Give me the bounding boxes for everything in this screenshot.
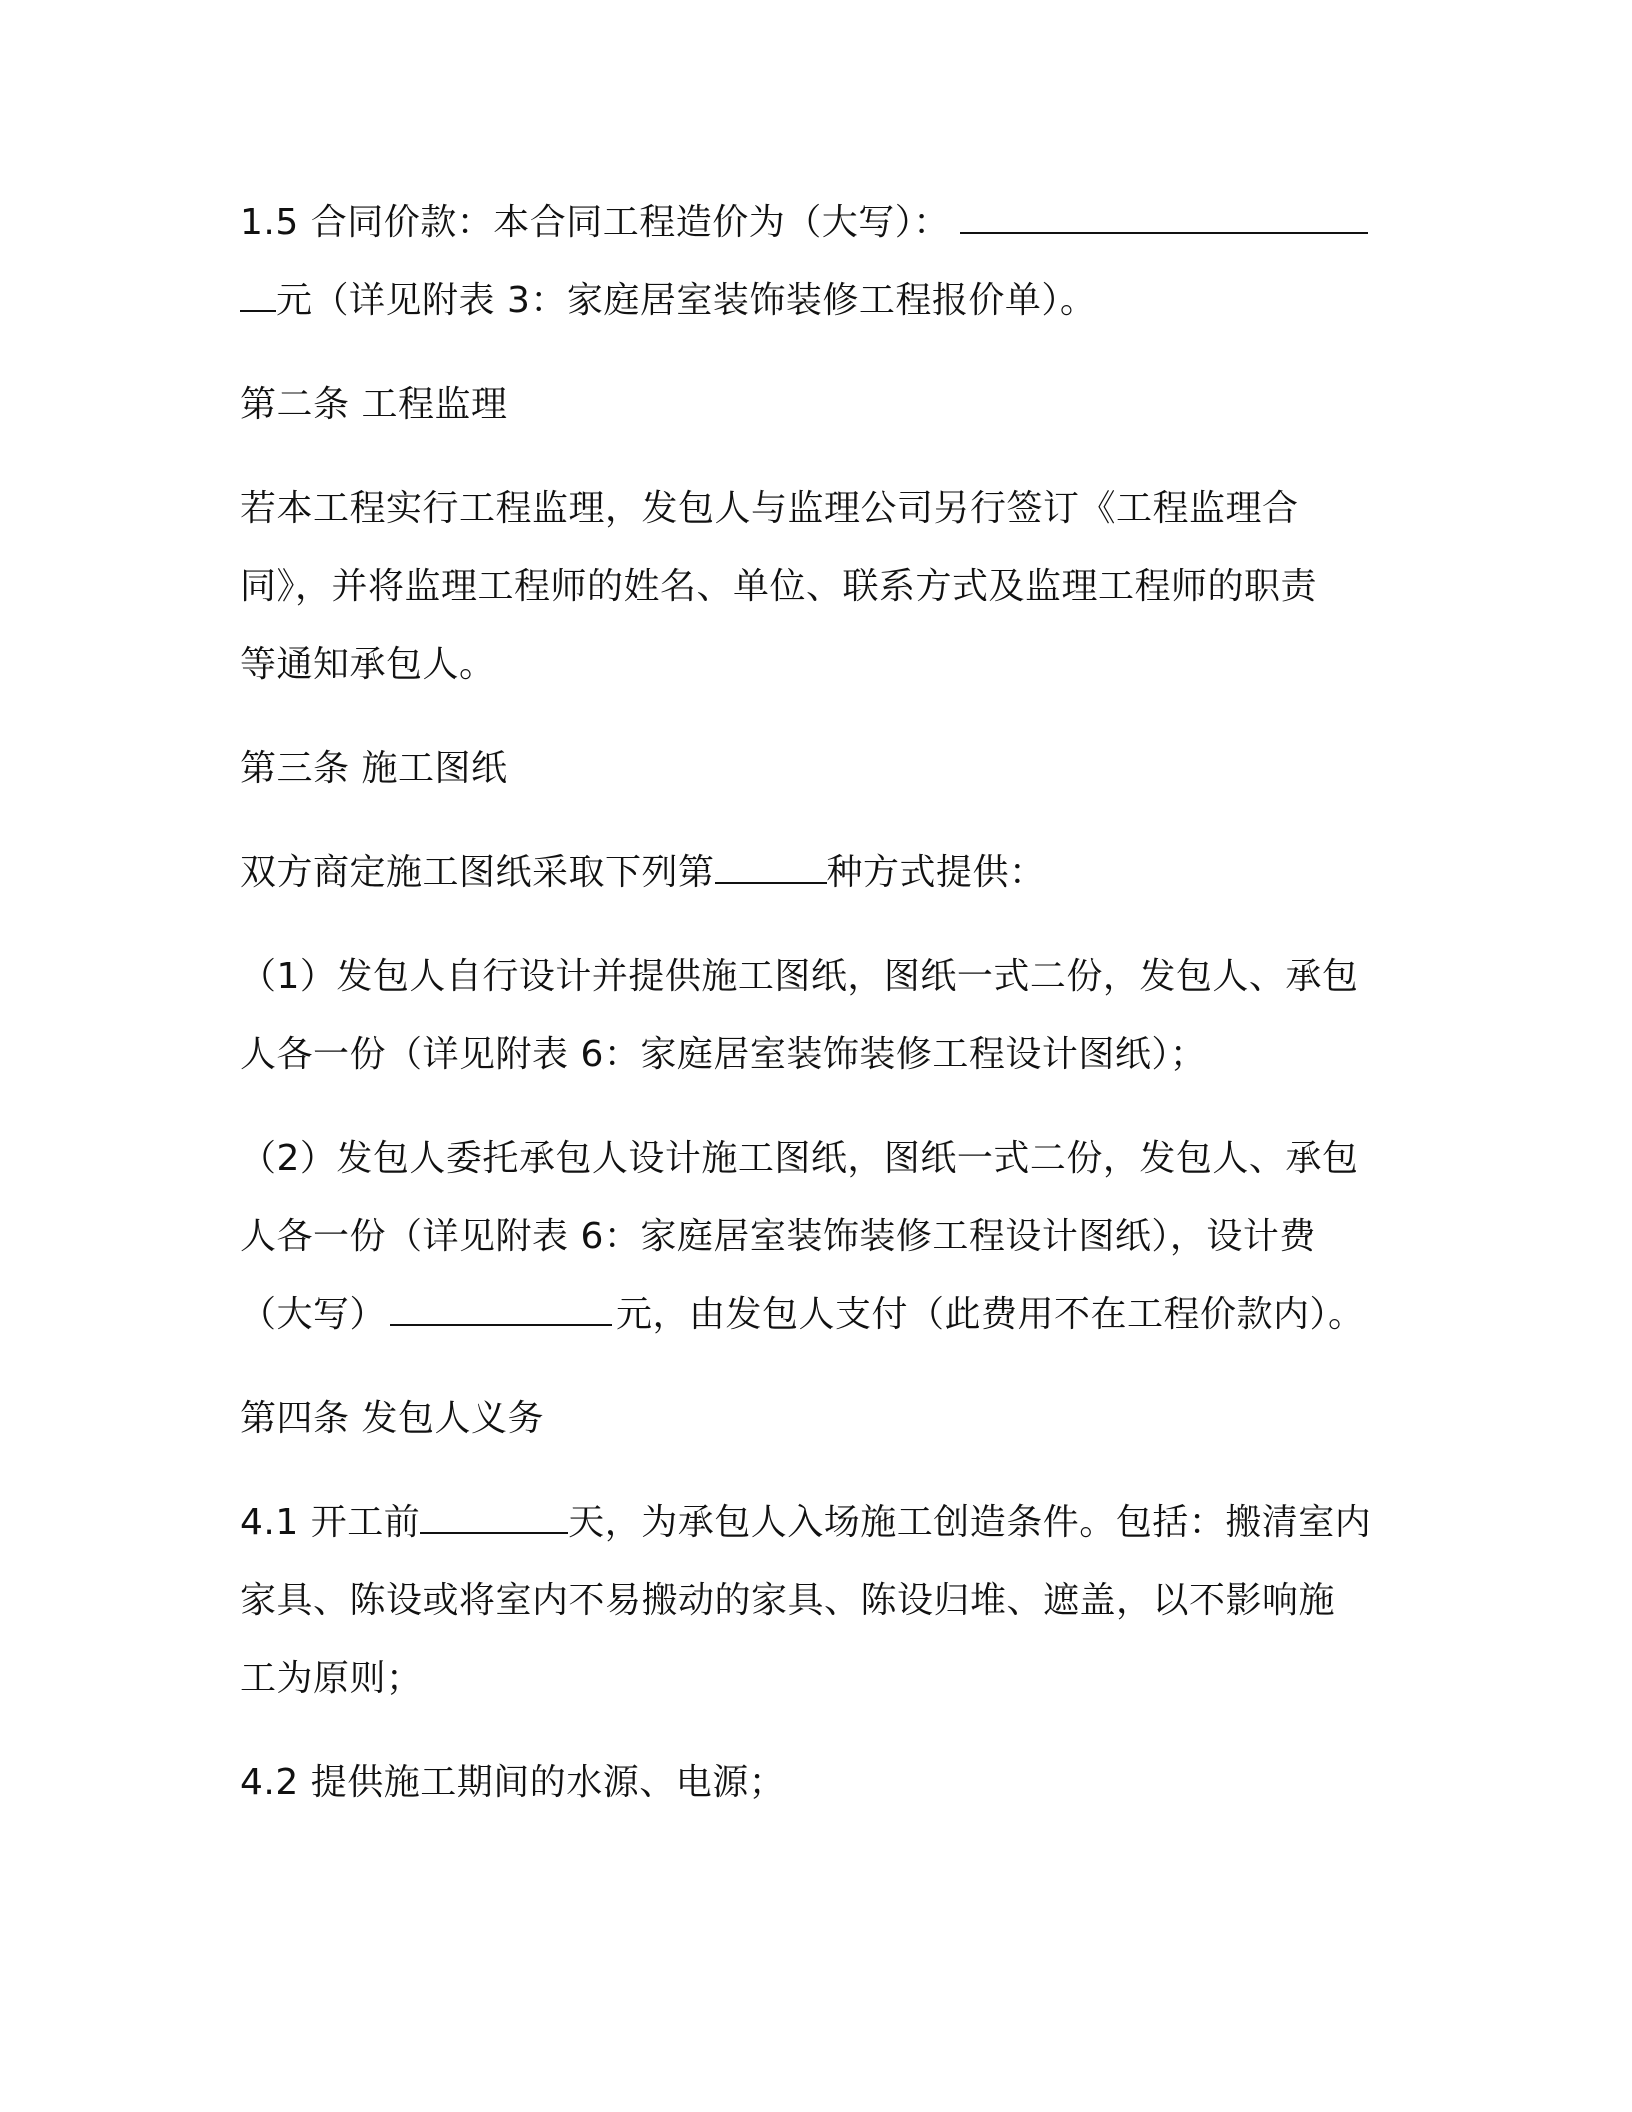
article-3-option-2 [240, 1120, 1400, 1354]
clause-1-5-text-2: 元（详见附表 3：家庭居室装饰装修工程报价单）。 [276, 280, 1097, 321]
clause-4-2: 4.2 提供施工期间的水源、电源； [240, 1762, 786, 1803]
option-2-line-2: 人各一份（详见附表 6：家庭居室装饰装修工程设计图纸），设计费 [240, 1216, 1316, 1257]
article-2-line-2: 同》，并将监理工程师的姓名、单位、联系方式及监理工程师的职责 [240, 566, 1318, 607]
method-choice-text-2: 种方式提供： [826, 852, 1046, 893]
design-fee-blank[interactable] [390, 1294, 612, 1326]
design-fee-label: （大写） [240, 1294, 387, 1335]
design-fee-text: 元，由发包人支付（此费用不在工程价款内）。 [616, 1294, 1365, 1335]
contract-price-blank-continued[interactable] [240, 280, 276, 312]
heading-article-3: 第三条 施工图纸 [240, 748, 508, 789]
method-choice-text: 双方商定施工图纸采取下列第 [240, 852, 715, 893]
article-3-method-line [240, 834, 1400, 912]
method-number-blank[interactable] [715, 852, 827, 884]
clause-1-5-line-1 [240, 184, 1400, 262]
document-page [240, 184, 1400, 1848]
option-2-line-3 [240, 1276, 1400, 1354]
clause-1-5-text: 1.5 合同价款：本合同工程造价为（大写）： [240, 202, 950, 243]
heading-article-2: 第二条 工程监理 [240, 384, 508, 425]
option-1-line-1: （1）发包人自行设计并提供施工图纸，图纸一式二份，发包人、承包 [240, 956, 1359, 997]
heading-article-4: 第四条 发包人义务 [240, 1398, 544, 1439]
article-2-line-1: 若本工程实行工程监理，发包人与监理公司另行签订《工程监理合 [240, 488, 1299, 529]
article-2-paragraph [240, 470, 1400, 704]
contract-price-blank[interactable] [960, 202, 1368, 234]
article-2-line-3: 等通知承包人。 [240, 644, 496, 685]
clause-1-5-line-2 [240, 262, 1400, 340]
article-3-method-choice [240, 834, 1400, 912]
option-1-line-2: 人各一份（详见附表 6：家庭居室装饰装修工程设计图纸）； [240, 1034, 1207, 1075]
clause-4-1-text: 4.1 开工前 [240, 1502, 421, 1543]
days-before-start-blank[interactable] [420, 1502, 568, 1534]
clause-4-1-line-3: 工为原则； [240, 1658, 423, 1699]
clause-1-5-contract-price [240, 184, 1400, 340]
clause-4-1-text-2: 天，为承包人入场施工创造条件。包括：搬清室内 [568, 1502, 1372, 1543]
clause-4-1-line-1 [240, 1484, 1400, 1562]
option-2-line-1: （2）发包人委托承包人设计施工图纸，图纸一式二份，发包人、承包 [240, 1138, 1359, 1179]
clause-4-1-line-2: 家具、陈设或将室内不易搬动的家具、陈设归堆、遮盖，以不影响施 [240, 1580, 1336, 1621]
clause-4-1 [240, 1484, 1400, 1718]
article-3-option-1 [240, 938, 1400, 1094]
